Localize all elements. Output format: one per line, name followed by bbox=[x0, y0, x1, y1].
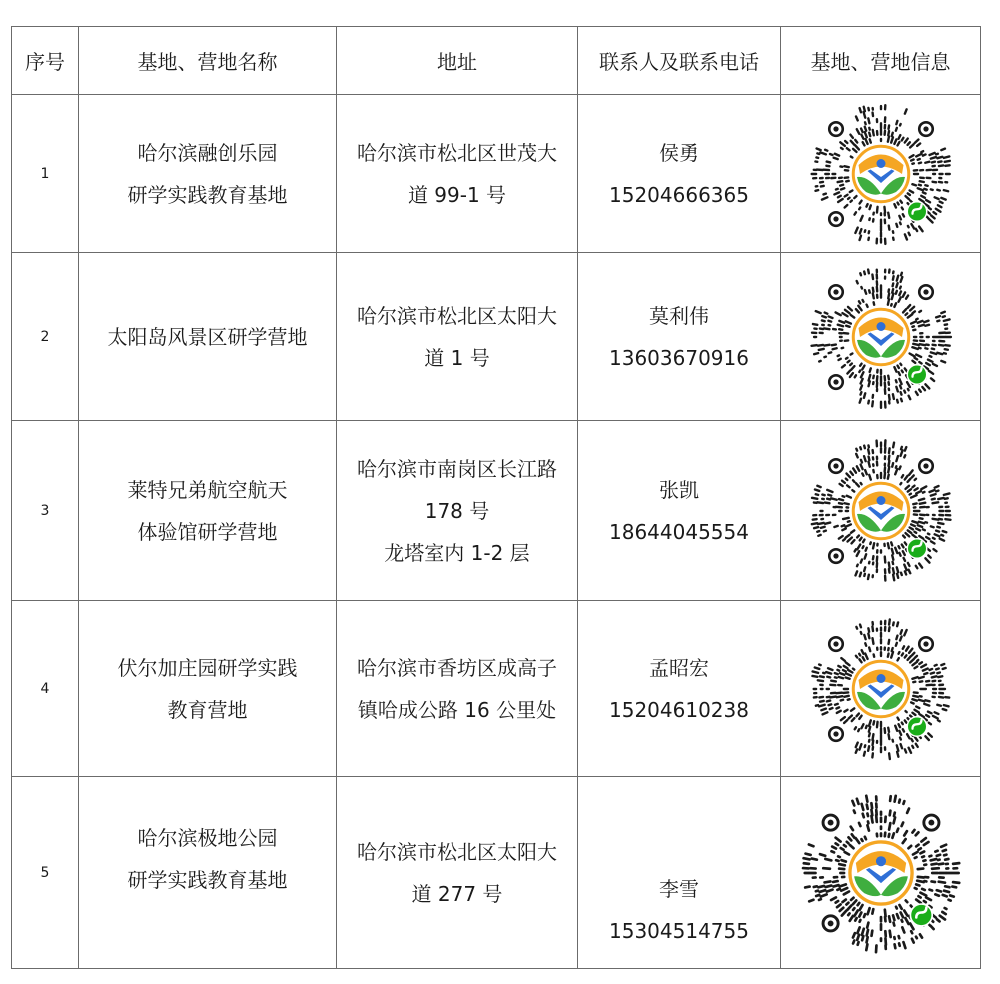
row-index: 3 bbox=[12, 421, 79, 601]
contact-phone: 15304514755 bbox=[609, 919, 749, 943]
info-cell bbox=[781, 253, 981, 421]
table-row bbox=[12, 253, 981, 421]
header-info: 基地、营地信息 bbox=[781, 27, 981, 95]
mini-program-qr-code-icon[interactable] bbox=[797, 789, 965, 957]
bases-table bbox=[11, 26, 981, 969]
contact-person: 侯勇 bbox=[659, 140, 699, 165]
address-line: 道 277 号 bbox=[411, 882, 503, 906]
address bbox=[337, 601, 578, 777]
contact-person: 孟昭宏 bbox=[649, 655, 709, 680]
table-row bbox=[12, 777, 981, 969]
base-name-line: 哈尔滨融创乐园 bbox=[137, 140, 278, 165]
base-name-line: 莱特兄弟航空航天 bbox=[127, 477, 288, 502]
row-index: 5 bbox=[12, 777, 79, 969]
table-row bbox=[12, 95, 981, 253]
row-index: 2 bbox=[12, 253, 79, 421]
contact-phone: 15204666365 bbox=[609, 182, 749, 207]
base-name bbox=[79, 777, 337, 969]
address bbox=[337, 253, 578, 421]
address bbox=[337, 95, 578, 253]
base-name bbox=[79, 421, 337, 601]
address-line: 道 1 号 bbox=[424, 345, 490, 370]
contact-phone: 15204610238 bbox=[609, 697, 749, 722]
contact bbox=[578, 95, 781, 253]
base-name-line: 研学实践教育基地 bbox=[127, 182, 288, 207]
address-line: 道 99-1 号 bbox=[407, 182, 507, 207]
base-name-line: 体验馆研学营地 bbox=[137, 519, 278, 544]
header-contact: 联系人及联系电话 bbox=[578, 27, 781, 95]
mini-program-qr-code-icon[interactable] bbox=[806, 436, 956, 586]
header-address: 地址 bbox=[337, 27, 578, 95]
base-name-line: 哈尔滨极地公园 bbox=[137, 826, 278, 850]
contact-person: 李雪 bbox=[659, 877, 699, 901]
header-row bbox=[12, 27, 981, 95]
info-cell bbox=[781, 777, 981, 969]
address-line: 龙塔室内 1-2 层 bbox=[384, 540, 530, 565]
address-line: 哈尔滨市松北区世茂大 bbox=[357, 140, 557, 165]
header-name: 基地、营地名称 bbox=[79, 27, 337, 95]
base-name bbox=[79, 601, 337, 777]
contact-phone: 18644045554 bbox=[609, 519, 749, 544]
address-line: 哈尔滨市松北区太阳大 bbox=[357, 303, 557, 328]
base-name-line: 太阳岛风景区研学营地 bbox=[107, 324, 308, 349]
info-cell bbox=[781, 601, 981, 777]
address-line: 178 号 bbox=[424, 498, 490, 523]
base-name bbox=[79, 253, 337, 421]
address bbox=[337, 777, 578, 969]
contact bbox=[578, 253, 781, 421]
info-cell bbox=[781, 421, 981, 601]
header-index: 序号 bbox=[12, 27, 79, 95]
address-line: 镇哈成公路 16 公里处 bbox=[357, 697, 557, 722]
address-line: 哈尔滨市南岗区长江路 bbox=[357, 456, 557, 481]
mini-program-qr-code-icon[interactable] bbox=[806, 262, 956, 412]
table-row bbox=[12, 601, 981, 777]
base-name-line: 伏尔加庄园研学实践 bbox=[117, 655, 298, 680]
contact bbox=[578, 421, 781, 601]
address-line: 哈尔滨市香坊区成高子 bbox=[357, 655, 557, 680]
contact bbox=[578, 601, 781, 777]
mini-program-qr-code-icon[interactable] bbox=[806, 614, 956, 764]
base-name-line: 研学实践教育基地 bbox=[127, 868, 288, 892]
base-name bbox=[79, 95, 337, 253]
base-name-line: 教育营地 bbox=[167, 697, 248, 722]
contact-phone: 13603670916 bbox=[609, 345, 749, 370]
row-index: 4 bbox=[12, 601, 79, 777]
row-index: 1 bbox=[12, 95, 79, 253]
table-row bbox=[12, 421, 981, 601]
contact-person: 张凯 bbox=[659, 477, 699, 502]
address-line: 哈尔滨市松北区太阳大 bbox=[357, 840, 557, 864]
address bbox=[337, 421, 578, 601]
info-cell bbox=[781, 95, 981, 253]
mini-program-qr-code-icon[interactable] bbox=[806, 99, 956, 249]
contact bbox=[578, 777, 781, 969]
contact-person: 莫利伟 bbox=[649, 303, 709, 328]
